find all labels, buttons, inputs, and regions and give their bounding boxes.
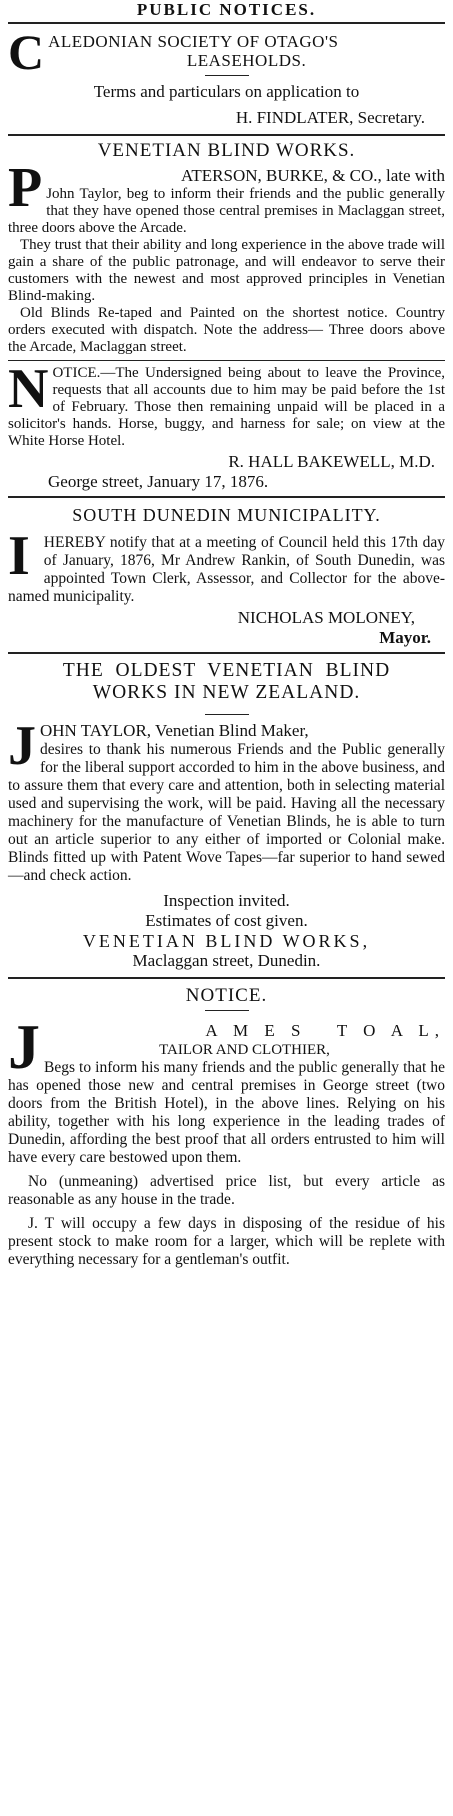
bakewell-notice xyxy=(8,358,445,492)
advert-title: THE OLDEST VENETIAN BLIND xyxy=(62,660,391,681)
date-line: George street, January 17, 1876. xyxy=(48,472,269,491)
terms-text: Terms and particulars on application to xyxy=(93,82,360,101)
paragraph: They trust that their ability and long experience in the above trade will gain a share of the public patronage, and will endeavor to serve their customers with the newest and most approved principles in Venetian Blind-making. xyxy=(8,237,445,304)
dropcap: I xyxy=(8,525,30,587)
address-line: Maclaggan street, Dunedin. xyxy=(132,951,321,970)
estimates-line: Estimates of cost given. xyxy=(145,911,308,930)
divider xyxy=(205,75,249,76)
caledonian-advert xyxy=(8,24,445,128)
advert-title: NOTICE. xyxy=(185,985,268,1006)
divider xyxy=(205,1010,249,1011)
trade-line: TAILOR AND CLOTHIER, xyxy=(159,1042,330,1058)
advert-title: VENETIAN BLIND WORKS. xyxy=(97,140,356,161)
firm-name: ATERSON, BURKE, & CO., late with xyxy=(181,166,445,185)
south-dunedin-notice xyxy=(8,504,445,648)
divider xyxy=(8,496,445,498)
oldest-works-advert xyxy=(8,660,445,971)
advert-title-line2: WORKS IN NEW ZEALAND. xyxy=(92,682,361,703)
paragraph: Begs to inform his many friends and the public generally that he has opened those new and central premises in George street (two doors from the British Hotel), in the above lines. Relying on his ability, together with his long experience in the leading trades of Dunedin, affording the best proof that all orders entrusted to him will have every care bestowed upon them. xyxy=(8,1059,445,1166)
advert-title-line2: LEASEHOLDS. xyxy=(186,51,307,70)
works-name: VENETIAN BLIND WORKS, xyxy=(82,931,371,951)
signature: NICHOLAS MOLONEY, xyxy=(237,608,415,627)
dropcap: J xyxy=(8,1011,40,1082)
signature: R. HALL BAKEWELL, M.D. xyxy=(228,452,435,471)
divider xyxy=(8,134,445,136)
inspection-line: Inspection invited. xyxy=(163,891,290,910)
notice-text: OTICE.—The Undersigned being about to leave the Province, requests that all accounts due to him may be paid before the 1st of February. Those then remaining unpaid will be placed in a solicitor's hands. Horse, buggy, and harness for sale; on view at the White Horse Hotel. xyxy=(8,365,445,449)
role: Mayor. xyxy=(379,628,431,647)
dropcap: P xyxy=(8,157,43,219)
tailor-name: A M E S T O A L, xyxy=(205,1021,445,1040)
advert-title: SOUTH DUNEDIN MUNICIPALITY. xyxy=(72,505,381,525)
paragraph: No (unmeaning) advertised price list, but every article as reasonable as any house in the trade. xyxy=(8,1173,445,1208)
divider xyxy=(8,977,445,979)
toal-notice xyxy=(8,985,445,1269)
divider xyxy=(8,360,445,361)
notice-text: HEREBY notify that at a meeting of Council held this 17th day of January, 1876, Mr Andrew Rankin, of South Dunedin, was appointed Town Clerk, Assessor, and Collector for the above-named municipality. xyxy=(8,534,445,605)
paragraph: Old Blinds Re-taped and Painted on the shortest notice. Country orders executed with dispatch. Note the address— Three doors above the Arcade, Maclaggan street. xyxy=(8,305,445,355)
advert-title: ALEDONIAN SOCIETY OF OTAGO'S xyxy=(48,32,339,51)
dropcap: N xyxy=(8,358,49,420)
venetian-works-advert xyxy=(8,140,445,356)
divider xyxy=(205,714,249,715)
paragraph: John Taylor, beg to inform their friends and the public generally that they have opened those central premises in Maclaggan street, three doors above the Arcade. xyxy=(8,186,445,236)
divider xyxy=(8,652,445,654)
secretary-signature: H. FINDLATER, Secretary. xyxy=(235,108,425,127)
maker-name: OHN TAYLOR, Venetian Blind Maker, xyxy=(40,721,309,740)
paragraph: J. T will occupy a few days in disposing of the residue of his present stock to make room for a larger, which will be replete with everything necessary for a gentleman's outfit. xyxy=(8,1215,445,1268)
dropcap: J xyxy=(8,715,36,777)
advert-text: desires to thank his numerous Friends and the Public generally for the liberal support accorded to him in the above business, and to assure them that every care and attention, both in selecting material used and supervising the work, will be paid. Having all the necessary machinery for the manufacture of Venetian Blinds, he is able to turn out an article superior to any either of imported or Colonial make. Blinds fitted up with Patent Wove Tapes—far superior to hand sewed—and check action. xyxy=(8,741,445,884)
section-header: PUBLIC NOTICES. xyxy=(8,0,445,24)
dropcap: C xyxy=(8,24,45,80)
